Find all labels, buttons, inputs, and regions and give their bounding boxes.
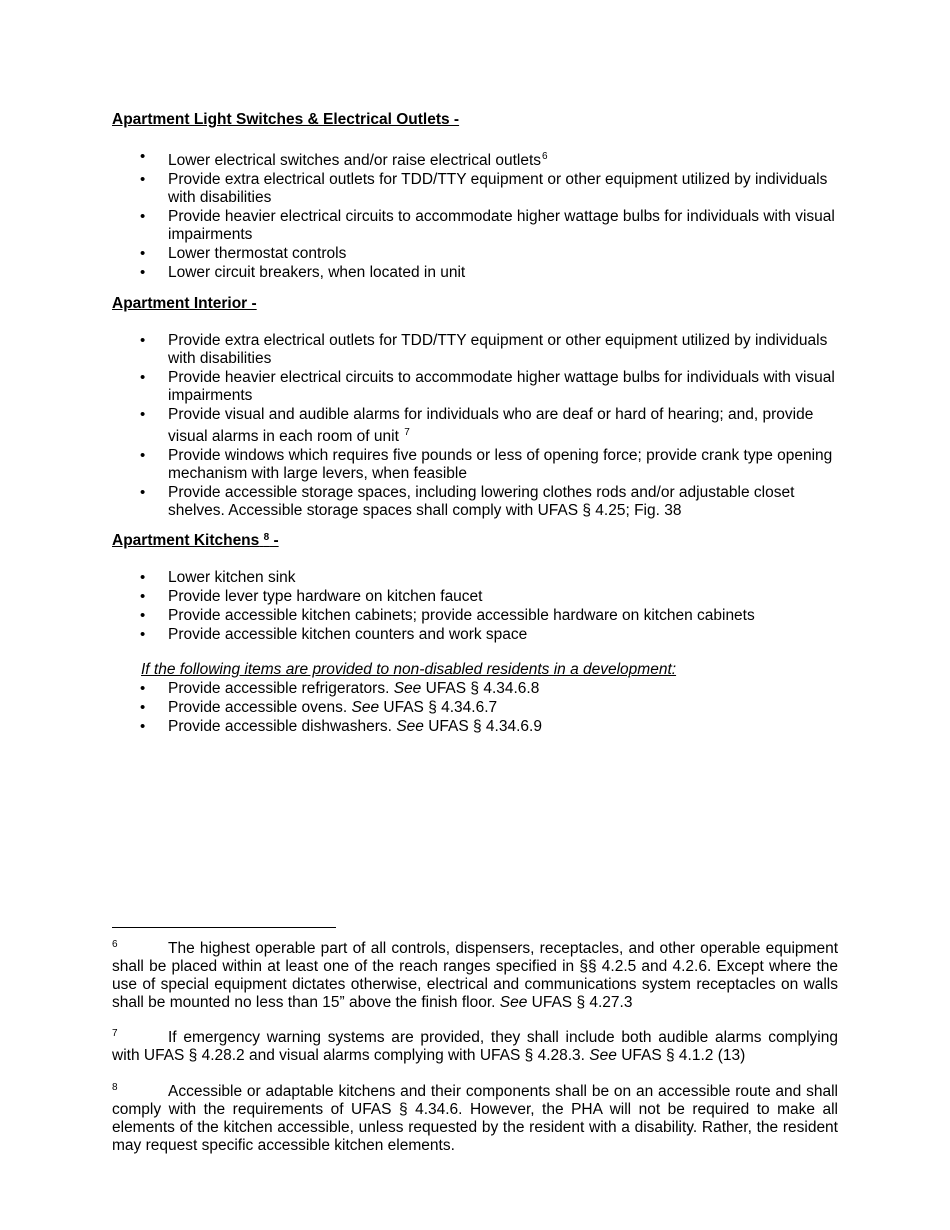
footnote-ref-6[interactable]: 6 [542,151,548,162]
list-item: • Provide accessible kitchen cabinets; provide accessible hardware on kitchen cabinets [112,607,838,625]
list-item: • Provide accessible storage spaces, including lowering clothes rods and/or adjustable closet shelves. Accessible storage spaces shall comply with UFAS § 4.25; Fig. 38 [112,484,838,520]
footnote-number: 7 [112,1028,118,1039]
footnote-6: 6 The highest operable part of all controls, dispensers, receptacles, and other operable equipment shall be placed within at least one of the reach ranges specified in §§ 4.2.5 and 4.2.6. Except where the use of special equipment dictates otherwise, electrical and communications system receptacles on walls shall be mounted no less than 15” above the finish floor. See UFAS § 4.27.3 [112,936,838,1012]
section-heading-switches: Apartment Light Switches & Electrical Outlets - [112,111,460,128]
footnote-number: 8 [112,1082,118,1093]
list-item: • Lower electrical switches and/or raise electrical outlets$^6$ [112,148,838,170]
section-heading-kitchens: Apartment Kitchens $^8$ - [112,532,279,549]
conditional-label: If the following items are provided to non-disabled residents in a development: [141,661,677,678]
bullet-list-interior [112,332,838,521]
list-item: • Provide accessible refrigerators. See UFAS § 4.34.6.8 [112,680,838,698]
bullet-list-conditional [112,680,838,737]
list-item: • Provide windows which requires five pounds or less of opening force; provide crank type opening mechanism with large levers, when feasible [112,447,838,483]
footnote-7: 7 If emergency warning systems are provided, they shall include both audible alarms complying with UFAS § 4.28.2 and visual alarms complying with UFAS § 4.28.3. See UFAS § 4.1.2 (13) [112,1025,838,1065]
list-item: • Provide accessible kitchen counters and work space [112,626,838,644]
list-item: • Provide heavier electrical circuits to accommodate higher wattage bulbs for individuals with visual impairments [112,208,838,244]
list-item: • Provide heavier electrical circuits to accommodate higher wattage bulbs for individuals with visual impairments [112,369,838,405]
list-item: • Provide visual and audible alarms for individuals who are deaf or hard of hearing; and, provide visual alarms in each room of unit $^7$ [112,406,838,446]
footnote-separator [112,927,336,928]
section-heading-interior: Apartment Interior - [112,295,257,312]
list-item: • Provide accessible dishwashers. See UFAS § 4.34.6.9 [112,718,838,736]
list-item: • Provide lever type hardware on kitchen faucet [112,588,838,606]
bullet-list-switches [112,148,838,283]
list-item: • Provide accessible ovens. See UFAS § 4.34.6.7 [112,699,838,717]
list-item: • Lower kitchen sink [112,569,838,587]
list-item: • Lower thermostat controls [112,245,838,263]
list-item: • Provide extra electrical outlets for TDD/TTY equipment or other equipment utilized by individuals with disabilities [112,332,838,368]
footnote-ref-8[interactable]: 8 [263,532,270,543]
footnote-8: 8 Accessible or adaptable kitchens and their components shall be on an accessible route and shall comply with the requirements of UFAS § 4.34.6. However, the PHA will not be required to make all elements of the kitchen accessible, unless requested by the resident with a disability. Rather, the resident may request specific accessible kitchen elements. [112,1079,838,1155]
list-item: • Lower circuit breakers, when located in unit [112,264,838,282]
footnote-number: 6 [112,939,118,950]
bullet-list-kitchens [112,569,838,645]
list-item: • Provide extra electrical outlets for TDD/TTY equipment or other equipment utilized by individuals with disabilities [112,171,838,207]
footnote-ref-7[interactable]: 7 [404,427,410,438]
